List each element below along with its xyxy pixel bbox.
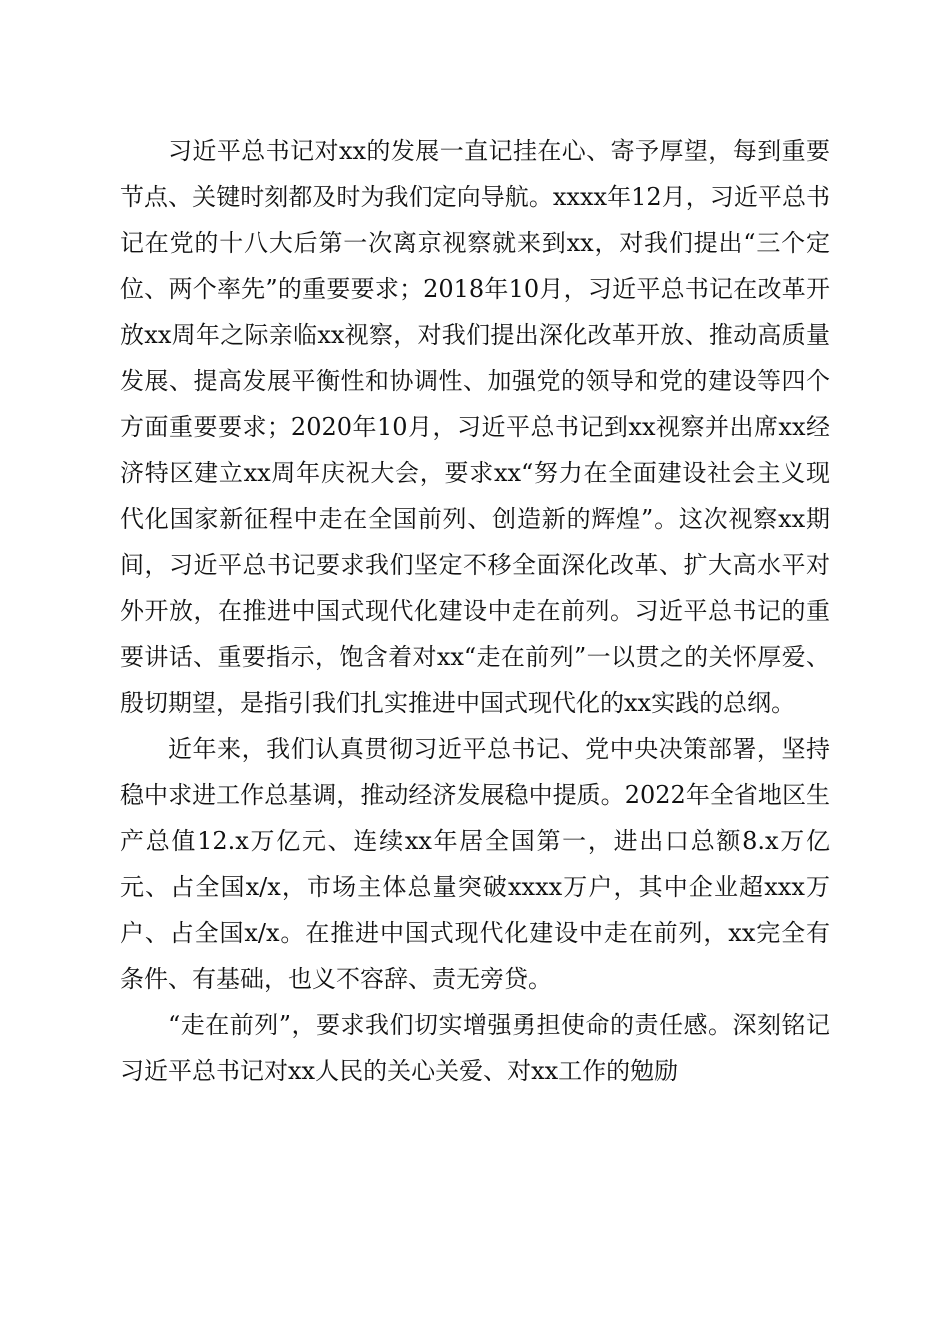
paragraph-1: 习近平总书记对xx的发展一直记挂在心、寄予厚望，每到重要节点、关键时刻都及时为我们定向导航。xxxx年12月，习近平总书记在党的十八大后第一次离京视察就来到xx，对我们提出“三个定位、两个率先”的重要要求；2018年10月，习近平总书记在改革开放xx周年之际亲临xx视察，对我们提出深化改革开放、推动高质量发展、提高发展平衡性和协调性、加强党的领导和党的建设等四个方面重要要求；2020年10月，习近平总书记到xx视察并出席xx经济特区建立xx周年庆祝大会，要求xx“努力在全面建设社会主义现代化国家新征程中走在全国前列、创造新的辉煌”。这次视察xx期间，习近平总书记要求我们坚定不移全面深化改革、扩大高水平对外开放，在推进中国式现代化建设中走在前列。习近平总书记的重要讲话、重要指示，饱含着对xx“走在前列”一以贯之的关怀厚爱、殷切期望，是指引我们扎实推进中国式现代化的xx实践的总纲。 [120, 137, 830, 717]
document-body [120, 128, 830, 1094]
paragraph-2: 近年来，我们认真贯彻习近平总书记、党中央决策部署，坚持稳中求进工作总基调，推动经济发展稳中提质。2022年全省地区生产总值12.x万亿元、连续xx年居全国第一，进出口总额8.x万亿元、占全国x/x，市场主体总量突破xxxx万户，其中企业超xxx万户、占全国x/x。在推进中国式现代化建设中走在前列，xx完全有条件、有基础，也义不容辞、责无旁贷。 [120, 735, 830, 993]
paragraph-3: “走在前列”，要求我们切实增强勇担使命的责任感。深刻铭记习近平总书记对xx人民的关心关爱、对xx工作的勉励 [120, 1011, 830, 1085]
